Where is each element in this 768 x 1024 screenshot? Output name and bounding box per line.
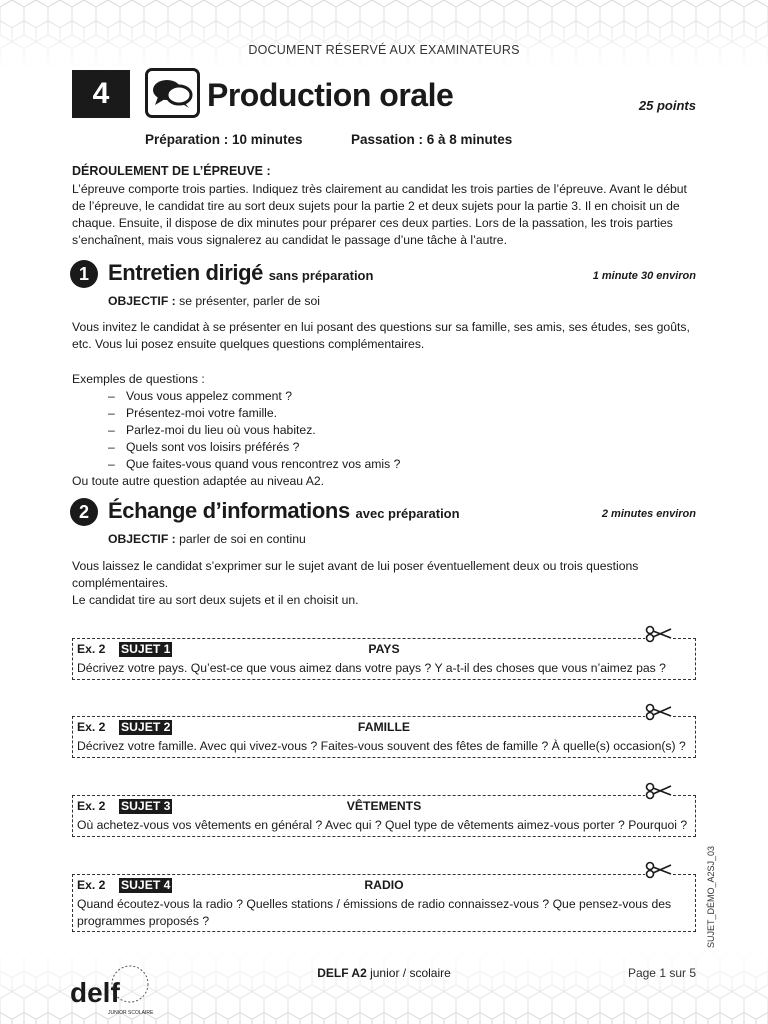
list-item: – Que faites-vous quand vous rencontrez vos amis ? [108, 456, 400, 473]
objectif-text: se présenter, parler de soi [175, 294, 321, 308]
part-1-title-text: Entretien dirigé [108, 260, 263, 285]
list-item: – Présentez-moi votre famille. [108, 405, 400, 422]
sujet-theme: PAYS [368, 642, 400, 656]
logo-text: delf [70, 977, 120, 1008]
preparation-time: Préparation : 10 minutes [145, 132, 303, 147]
part-1-title [108, 260, 373, 286]
part-2-intro: Vous laissez le candidat s’exprimer sur le sujet avant de lui poser éventuellement deux ou trois questions complémentaires. [72, 559, 639, 590]
list-item: – Parlez-moi du lieu où vous habitez. [108, 422, 400, 439]
objectif-label: OBJECTIF : [108, 532, 176, 546]
questions-list [108, 388, 400, 473]
sujet-card-2 [72, 716, 696, 758]
scissors-icon [645, 703, 673, 721]
list-item: – Vous vous appelez comment ? [108, 388, 400, 405]
side-code: SUJET_DÉMO_A2SJ_03 [706, 845, 716, 948]
deroulement-heading: DÉROULEMENT DE L’ÉPREUVE : [72, 164, 271, 178]
part-2-title-text: Échange d’informations [108, 498, 350, 523]
sujet-badge: SUJET 1 [121, 642, 171, 656]
header-note: DOCUMENT RÉSERVÉ AUX EXAMINATEURS [248, 43, 520, 57]
sujet-theme: VÊTEMENTS [346, 799, 422, 813]
scissors-icon [645, 625, 673, 643]
logo-sub: JUNIOR SCOLAIRE [108, 1010, 154, 1016]
scissors-icon [645, 861, 673, 879]
sujet-question: Décrivez votre pays. Qu’est-ce que vous aimez dans votre pays ? Y a-t-il des choses que vous n’aimez pas ? [77, 661, 666, 675]
sujet-question: Décrivez votre famille. Avec qui vivez-vous ? Faites-vous souvent des fêtes de famille ? À quelle(s) occasion(s) ? [77, 739, 686, 753]
sujet-badge: SUJET 3 [121, 799, 171, 813]
sujet-badge: SUJET 4 [121, 878, 171, 892]
scissors-icon [645, 782, 673, 800]
part-1-intro: Vous invitez le candidat à se présenter en lui posant des questions sur sa famille, ses amis, ses études, ses goûts, etc. Vous lui posez ensuite quelques questions complémentaires. [72, 320, 690, 351]
part-1-closing: Ou toute autre question adaptée au niveau A2. [72, 474, 325, 488]
examples-label: Exemples de questions : [72, 372, 205, 386]
exercise-label: Ex. 2 [77, 720, 106, 734]
part-2-intro-2: Le candidat tire au sort deux sujets et il en choisit un. [72, 593, 359, 607]
part-1-duration: 1 minute 30 environ [592, 270, 696, 282]
part-1-subtitle: sans préparation [268, 268, 374, 283]
sujet-card-3 [72, 795, 696, 837]
objectif-label: OBJECTIF : [108, 294, 176, 308]
points-label: 25 points [638, 98, 696, 113]
section-number: 4 [72, 70, 130, 118]
sujet-question: Quand écoutez-vous la radio ? Quelles stations / émissions de radio connaissez-vous ? Que pensez-vous des programmes proposés ? [77, 897, 672, 928]
exam-sub: junior / scolaire [370, 966, 451, 980]
passation-time: Passation : 6 à 8 minutes [351, 132, 513, 147]
page-title: Production orale [207, 77, 454, 113]
part-2-duration: 2 minutes environ [601, 508, 696, 520]
exam-name: DELF A2 [317, 966, 367, 980]
deroulement-text: L’épreuve comporte trois parties. Indiquez très clairement au candidat les trois parties de l’épreuve. Avant le début de l’épreuve, le candidat tire au sort deux sujets pour la partie 2 et deux sujets pour la partie 3. Il en choisit un de chaque. Ensuite, il dispose de dix minutes pour préparer ces deux parties. Lors de la passation, les trois parties s’enchaînent, mais vous signalerez au candidat le passage d’une tâche à l’autre. [72, 182, 687, 247]
part-2-title [108, 498, 460, 524]
sujet-theme: FAMILLE [357, 720, 411, 734]
exercise-label: Ex. 2 [77, 799, 106, 813]
speech-bubbles-icon [145, 68, 200, 118]
part-2-subtitle: avec préparation [355, 506, 460, 521]
part-1-objectif [108, 294, 320, 308]
page-number: Page 1 sur 5 [627, 966, 696, 980]
list-item: – Quels sont vos loisirs préférés ? [108, 439, 400, 456]
part-2-objectif [108, 532, 306, 546]
exercise-label: Ex. 2 [77, 642, 106, 656]
part-1-number: 1 [70, 260, 98, 288]
sujet-card-1 [72, 638, 696, 680]
sujet-question: Où achetez-vous vos vêtements en général ? Avec qui ? Quel type de vêtements aimez-vous porter ? Pourquoi ? [77, 818, 688, 832]
sujet-badge: SUJET 2 [121, 720, 171, 734]
objectif-text: parler de soi en continu [175, 532, 306, 546]
sujet-theme: RADIO [364, 878, 404, 892]
exercise-label: Ex. 2 [77, 878, 106, 892]
sujet-card-4 [72, 874, 696, 932]
part-2-number: 2 [70, 498, 98, 526]
